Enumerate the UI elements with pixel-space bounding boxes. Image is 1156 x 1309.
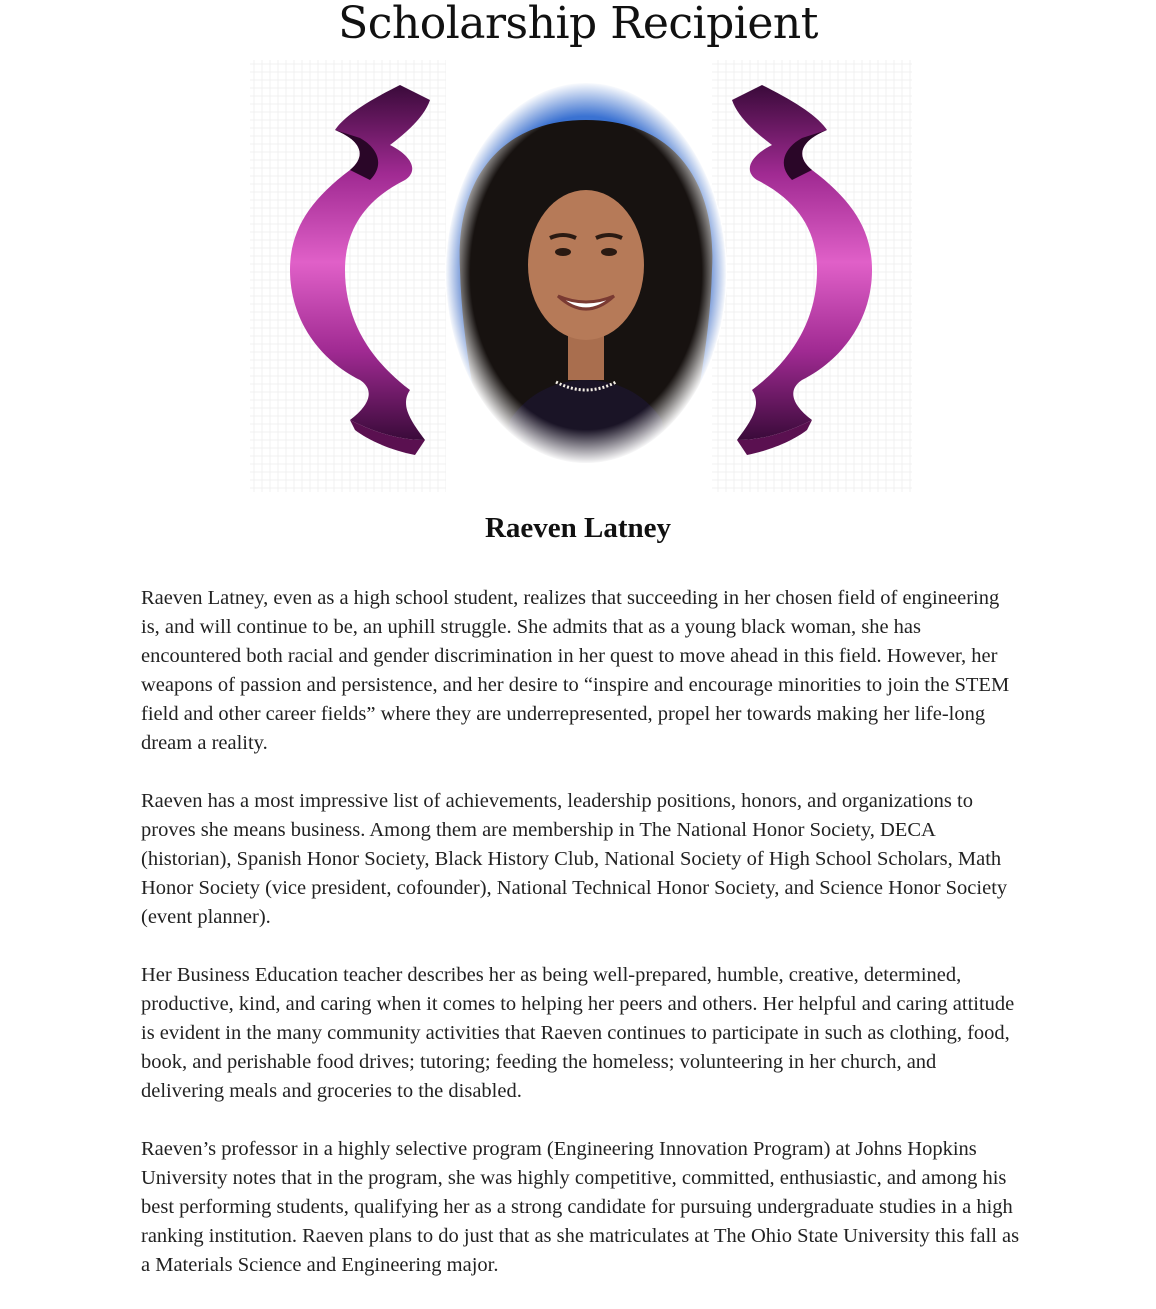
recipient-art bbox=[250, 60, 912, 492]
paragraph: Raeven Latney, even as a high school student, realizes that succeeding in her chosen field of engineering is, and will continue to be, an uphill struggle. She admits that as a young black woman, she has encountered both racial and gender discrimination in her quest to move ahead in this field. However, her weapons of passion and persistence, and her desire to “inspire and encourage minorities to join the STEM field and other career fields” where they are underrepresented, propel her towards making her life-long dream a reality. bbox=[141, 587, 1010, 754]
biography bbox=[141, 584, 1021, 1309]
photo-vignette bbox=[445, 82, 727, 464]
recipient-name: Raeven Latney bbox=[484, 512, 672, 544]
paragraph: Raeven’s professor in a highly selective program (Engineering Innovation Program) at Johns Hopkins University notes that in the program, she was highly competitive, committed, enthusiastic, and among his best performing students, qualifying her as a strong candidate for pursuing undergraduate studies in a high ranking institution. Raeven plans to do just that as she matriculates at The Ohio State University this fall as a Materials Science and Engineering major. bbox=[141, 1138, 1020, 1276]
page-title: Scholarship Recipient bbox=[338, 0, 818, 49]
paragraph: Raeven has a most impressive list of achievements, leadership positions, honors, and organizations to proves she means business. Among them are membership in The National Honor Society, DECA (historian), Spanish Honor Society, Black History Club, National Society of High School Scholars, Math Honor Society (vice president, cofounder), National Technical Honor Society, and Science Honor Society (event planner). bbox=[141, 790, 1008, 928]
paragraph: Her Business Education teacher describes her as being well-prepared, humble, creative, determined, productive, kind, and caring when it comes to helping her peers and others. Her helpful and caring attitude is evident in the many community activities that Raeven continues to participate in such as clothing, food, book, and perishable food drives; tutoring; feeding the homeless; volunteering in her church, and delivering meals and groceries to the disabled. bbox=[141, 964, 1015, 1102]
